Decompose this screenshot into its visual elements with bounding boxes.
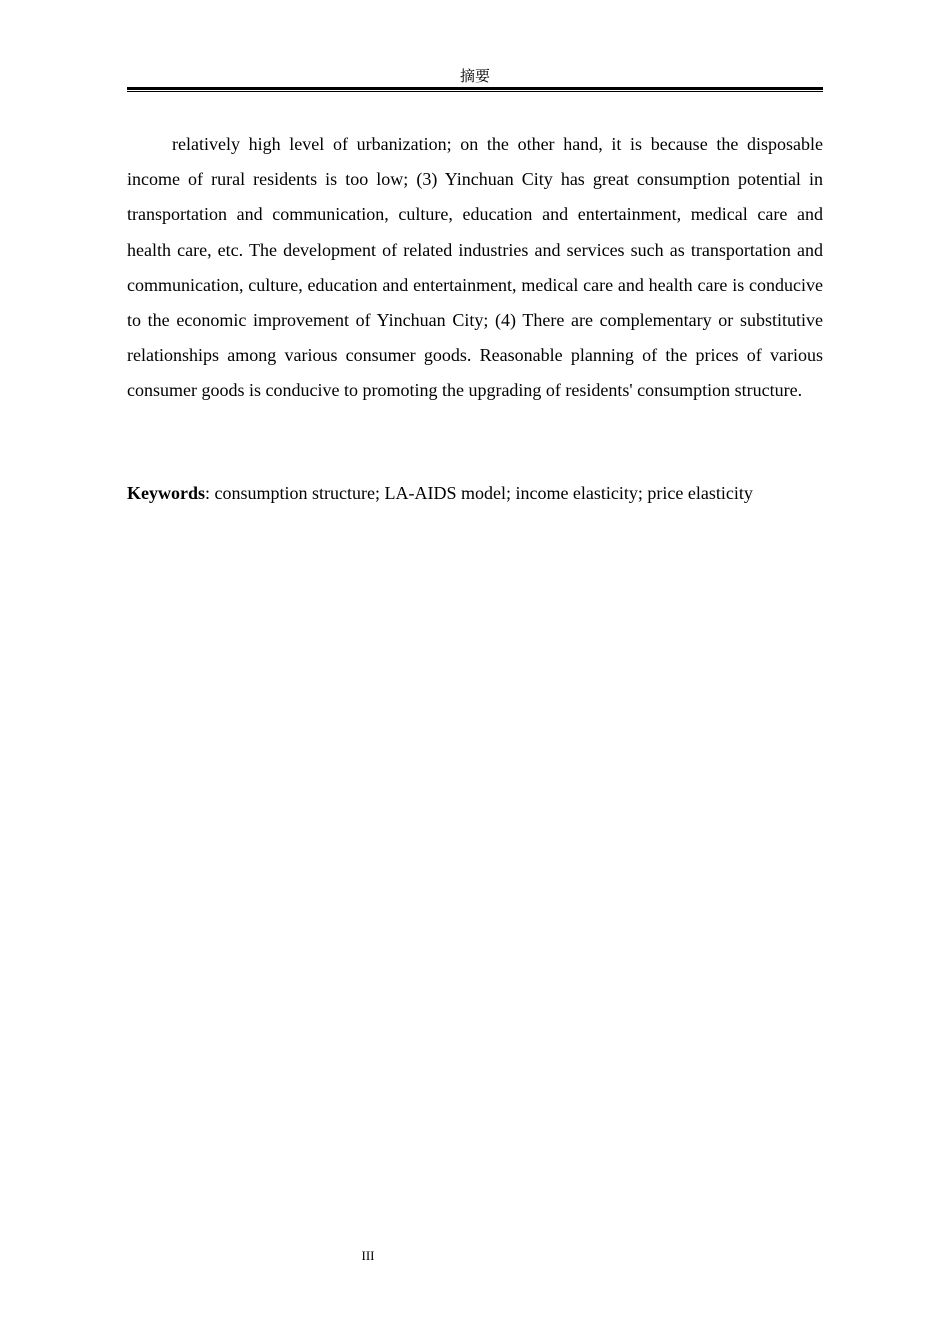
header-rule-thick [127, 87, 823, 90]
keywords-line [127, 476, 823, 510]
header-rule-thin [127, 91, 823, 92]
keywords-text: : consumption structure; LA-AIDS model; income elasticity; price elasticity [205, 483, 753, 503]
abstract-paragraph: relatively high level of urbanization; on the other hand, it is because the disposable income of rural residents is too low; (3) Yinchuan City has great consumption potential in transportation and communication, culture, education and entertainment, medical care and health care, etc. The development of related industries and services such as transportation and communication, culture, education and entertainment, medical care and health care is conducive to the economic improvement of Yinchuan City; (4) There are complementary or substitutive relationships among various consumer goods. Reasonable planning of the prices of various consumer goods is conducive to promoting the upgrading of residents' consumption structure. [127, 134, 823, 401]
page-number: III [361, 1248, 375, 1263]
keywords-label: Keywords [127, 483, 205, 503]
running-header: 摘要 [459, 67, 490, 85]
